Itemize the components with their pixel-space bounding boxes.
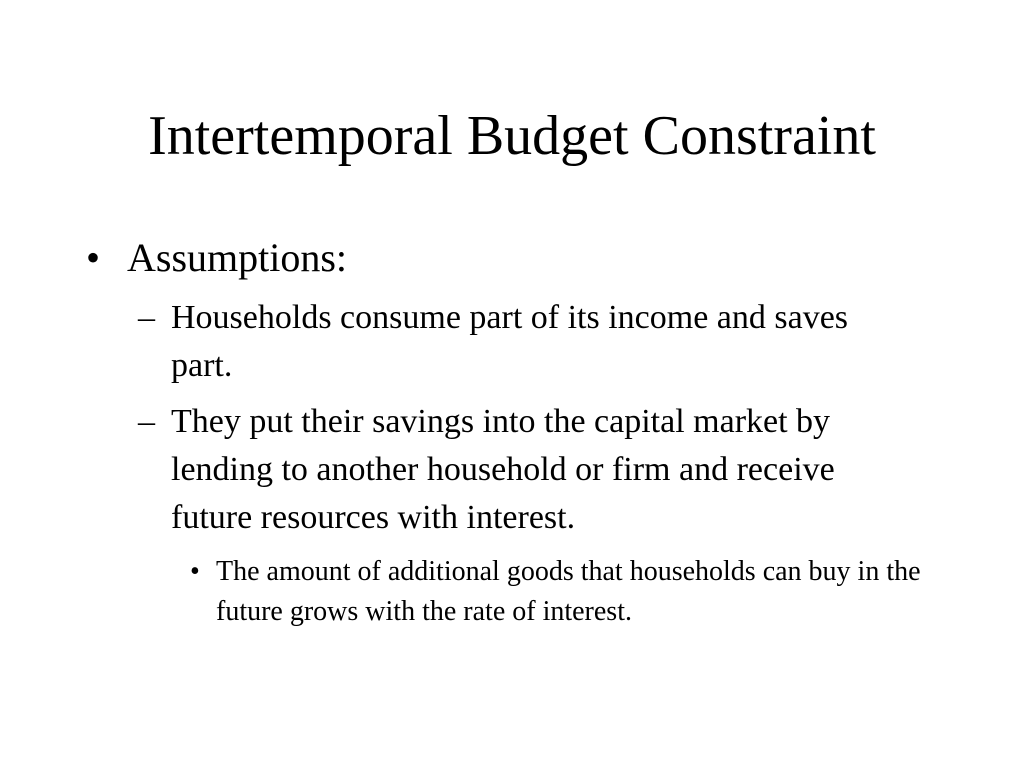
sub-bullet-marker: – bbox=[138, 403, 155, 440]
sub-sub-bullet-interest-growth bbox=[190, 552, 950, 632]
sub-bullet-text: They put their savings into the capital market by lending to another household or firm and receive future resources with interest. bbox=[171, 403, 835, 536]
bullet-text: Assumptions: bbox=[127, 235, 348, 280]
sub-bullet-text: Households consume part of its income and saves part. bbox=[171, 299, 849, 384]
sub-sub-bullet-marker: • bbox=[190, 556, 200, 587]
sub-bullet-marker: – bbox=[138, 299, 155, 336]
sub-bullet-households-consume bbox=[138, 294, 898, 390]
sub-sub-bullet-text: The amount of additional goods that households can buy in the future grows with the rate of interest. bbox=[216, 556, 921, 627]
bullet-marker: • bbox=[86, 235, 101, 280]
slide-title: Intertemporal Budget Constraint bbox=[148, 105, 876, 167]
sub-bullet-savings-capital-market bbox=[138, 398, 898, 542]
bullet-assumptions bbox=[86, 232, 936, 284]
